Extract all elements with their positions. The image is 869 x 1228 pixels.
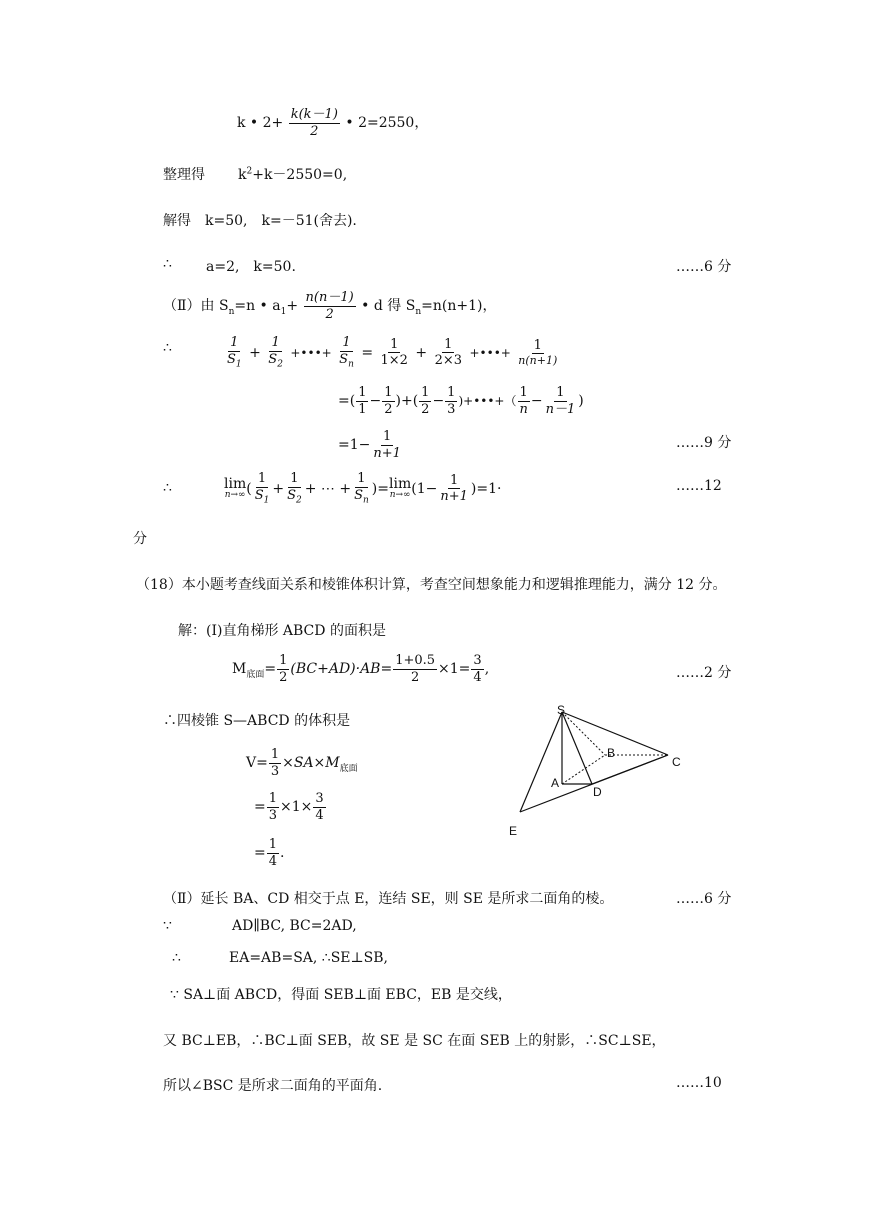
fraction: $\frac{3}{4}$: [473, 653, 482, 685]
fraction: $\frac{1}{S_1}$: [227, 335, 242, 370]
eq-text: )=: [371, 480, 389, 497]
eq-text: S: [268, 351, 278, 367]
eq-text: +: [249, 344, 261, 361]
eq-text: (1−: [411, 480, 438, 497]
eq-text: k • 2+: [237, 115, 284, 132]
eq-text: V=: [246, 755, 268, 772]
eq-text: +: [272, 480, 285, 497]
therefore-mark: ∴: [172, 950, 181, 966]
result-line: a=2, k=50.: [206, 259, 296, 275]
subscript: n: [348, 359, 354, 370]
eq-text: =1−: [338, 437, 371, 454]
eq-text: (BC+AD)·AB=: [290, 661, 393, 678]
limit-operator: [389, 477, 411, 500]
score-mark: ……10: [676, 1075, 722, 1091]
simplify-line: [163, 164, 205, 184]
eq-text: S: [339, 351, 349, 367]
score-mark: ……2 分: [676, 665, 732, 681]
subscript: 2: [295, 495, 302, 506]
volume-intro: ∴四棱锥 S—ABCD 的体积是: [163, 713, 351, 729]
proof-line-2: AD∥BC, BC=2AD,: [232, 918, 357, 934]
fraction: $\frac{1}{2}$: [384, 385, 393, 417]
fraction: $\frac{1}{S_1}$: [254, 471, 270, 506]
fraction: $\frac{1}{S_2}$: [268, 335, 283, 370]
hidden-edge-S-B: [562, 712, 605, 755]
limit-operator: [224, 477, 246, 500]
eq-text: M: [232, 661, 247, 678]
part2-line: [163, 291, 496, 321]
eq-text: +: [286, 298, 299, 315]
subscript: 底面: [339, 763, 358, 774]
fraction: $\frac{3}{4}$: [315, 791, 324, 823]
eq-text: S: [254, 487, 264, 503]
equation-line-1: [237, 108, 428, 138]
eq-text: =: [254, 799, 266, 816]
score-mark-continued: 分: [133, 531, 147, 547]
eq-text: =n • a: [234, 298, 281, 315]
result-equation: [338, 430, 404, 460]
score-mark: ……9 分: [676, 435, 732, 451]
eq-text: +: [415, 344, 428, 361]
eq-text: k: [238, 167, 247, 183]
eq-text: S: [227, 351, 236, 367]
fraction: $\frac{1}{3}$: [447, 385, 456, 417]
limit-equation: [224, 472, 501, 506]
solution-intro: 解：(Ⅰ)直角梯形 ABCD 的面积是: [178, 623, 386, 639]
simplify-label: 整理得: [163, 167, 205, 183]
lim-subscript: n→∞: [389, 490, 411, 501]
label-E: E: [509, 824, 518, 838]
eq-text: ×SA×M: [282, 755, 340, 772]
eq-text: (: [246, 480, 252, 497]
fraction: $\frac{1}{3}$: [268, 791, 278, 823]
subscript: 2: [277, 359, 283, 370]
proof-line-4: ∵ SA⊥面 ABCD，得面 SEB⊥面 EBC，EB 是交线，: [170, 987, 512, 1003]
fraction: $\frac{1}{n}$: [519, 385, 528, 417]
eq-text: ,: [484, 661, 490, 678]
eq-text: S: [287, 487, 296, 503]
eq-text: −: [369, 393, 382, 410]
eq-text: • d 得 S: [361, 298, 416, 315]
edge-S-E: [520, 712, 562, 812]
subscript: n: [363, 495, 369, 506]
label-D: D: [593, 785, 602, 799]
score-mark: ……12: [676, 478, 722, 494]
fraction: $\frac{1}{n(n+1)}$: [518, 337, 558, 368]
fraction: $\frac{1}{1}$: [358, 385, 367, 417]
fraction: $\frac{n(n-1)}{2}$: [305, 290, 354, 322]
subscript: n: [415, 306, 422, 317]
label-B: B: [607, 746, 616, 760]
subscript: 底面: [246, 669, 265, 680]
eq-text: =: [254, 845, 266, 862]
fraction: $\frac{1}{2}$: [279, 653, 288, 685]
telescoping-equation: [338, 386, 584, 416]
fraction: $\frac{1}{n-1}$: [545, 385, 576, 417]
score-mark: ……6 分: [676, 891, 732, 907]
pyramid-figure: [500, 700, 700, 845]
label-A: A: [551, 776, 560, 790]
eq-text: +k－2550=0,: [252, 167, 348, 183]
eq-text: + ⋯ +: [304, 480, 352, 497]
eq-text: =: [264, 661, 277, 678]
subscript: 1: [235, 359, 242, 370]
proof-line-1: （Ⅱ）延长 BA、CD 相交于点 E，连结 SE，则 SE 是所求二面角的棱。: [163, 891, 614, 907]
fraction: $\frac{1}{S_2}$: [287, 471, 302, 506]
fraction: $\frac{1}{S_n}$: [354, 471, 369, 506]
eq-text: =: [361, 344, 374, 361]
eq-text: =(: [338, 393, 356, 410]
eq-text: )+•••+（: [458, 394, 517, 409]
fraction: $\frac{1+0.5}{2}$: [395, 653, 436, 685]
label-C: C: [672, 755, 681, 769]
fraction: $\frac{1}{2}$: [421, 385, 430, 417]
reciprocal-sum-equation: [224, 336, 560, 370]
fraction: $\frac{1}{2\times 3}$: [434, 336, 463, 369]
eq-text: =n(n+1)，: [421, 298, 497, 315]
eq-text: .: [280, 845, 285, 862]
proof-line-6: 所以∠BSC 是所求二面角的平面角.: [163, 1078, 383, 1094]
subscript: 1: [263, 495, 270, 506]
fraction: $\frac{1}{S_n}$: [339, 335, 354, 370]
solve-line: 解得 k=50, k=－51(舍去).: [163, 213, 357, 229]
simplify-equation: [238, 164, 347, 184]
volume-step-2: [254, 792, 327, 822]
edge-D-C: [592, 755, 668, 784]
hidden-edge-A-B: [562, 755, 605, 784]
score-mark: ……6 分: [676, 259, 732, 275]
fraction: $\frac{1}{3}$: [270, 747, 280, 779]
eq-text: ): [578, 393, 584, 410]
fraction: $\frac{1}{n+1}$: [440, 472, 468, 505]
lim-word: lim: [389, 476, 412, 493]
lim-subscript: n→∞: [224, 490, 246, 501]
fraction: $\frac{1}{1\times 2}$: [380, 336, 408, 369]
because-mark: ∵: [163, 918, 172, 934]
eq-text: +•••+: [469, 345, 511, 360]
therefore-mark: ∴: [163, 480, 172, 496]
volume-equation: [246, 748, 358, 778]
eq-text: −: [432, 393, 445, 410]
eq-text: +•••+: [290, 345, 332, 360]
area-equation: [232, 654, 489, 684]
lim-word: lim: [224, 476, 247, 493]
fraction: $\frac{1}{4}$: [268, 837, 278, 869]
section-18-heading: （18）本小题考查线面关系和棱锥体积计算，考查空间想象能力和逻辑推理能力，满分 12 分。: [136, 577, 727, 593]
fraction: $\frac{k(k-1)}{2}$: [290, 107, 338, 139]
therefore-mark: ∴: [163, 256, 172, 272]
eq-text: )+(: [395, 393, 419, 410]
volume-step-3: [254, 838, 284, 868]
eq-text: S: [354, 487, 363, 503]
subscript: n: [228, 306, 235, 317]
eq-text: （Ⅱ）由 S: [163, 298, 229, 315]
subscript: 1: [280, 306, 287, 317]
fraction: $\frac{1}{n+1}$: [373, 429, 401, 461]
proof-line-5: 又 BC⊥EB，∴BC⊥面 SEB，故 SE 是 SC 在面 SEB 上的射影，∴SC⊥SE，: [163, 1033, 666, 1049]
label-S: S: [557, 703, 566, 717]
eq-text: −: [530, 393, 543, 410]
therefore-mark: ∴: [163, 340, 172, 356]
eq-text: ×1=: [438, 661, 471, 678]
eq-text: ×1×: [280, 799, 313, 816]
eq-text: )=1·: [470, 480, 502, 497]
eq-text: • 2=2550，: [345, 115, 429, 132]
proof-line-3: EA=AB=SA, ∴SE⊥SB,: [229, 950, 389, 966]
exponent: 2: [246, 166, 253, 177]
